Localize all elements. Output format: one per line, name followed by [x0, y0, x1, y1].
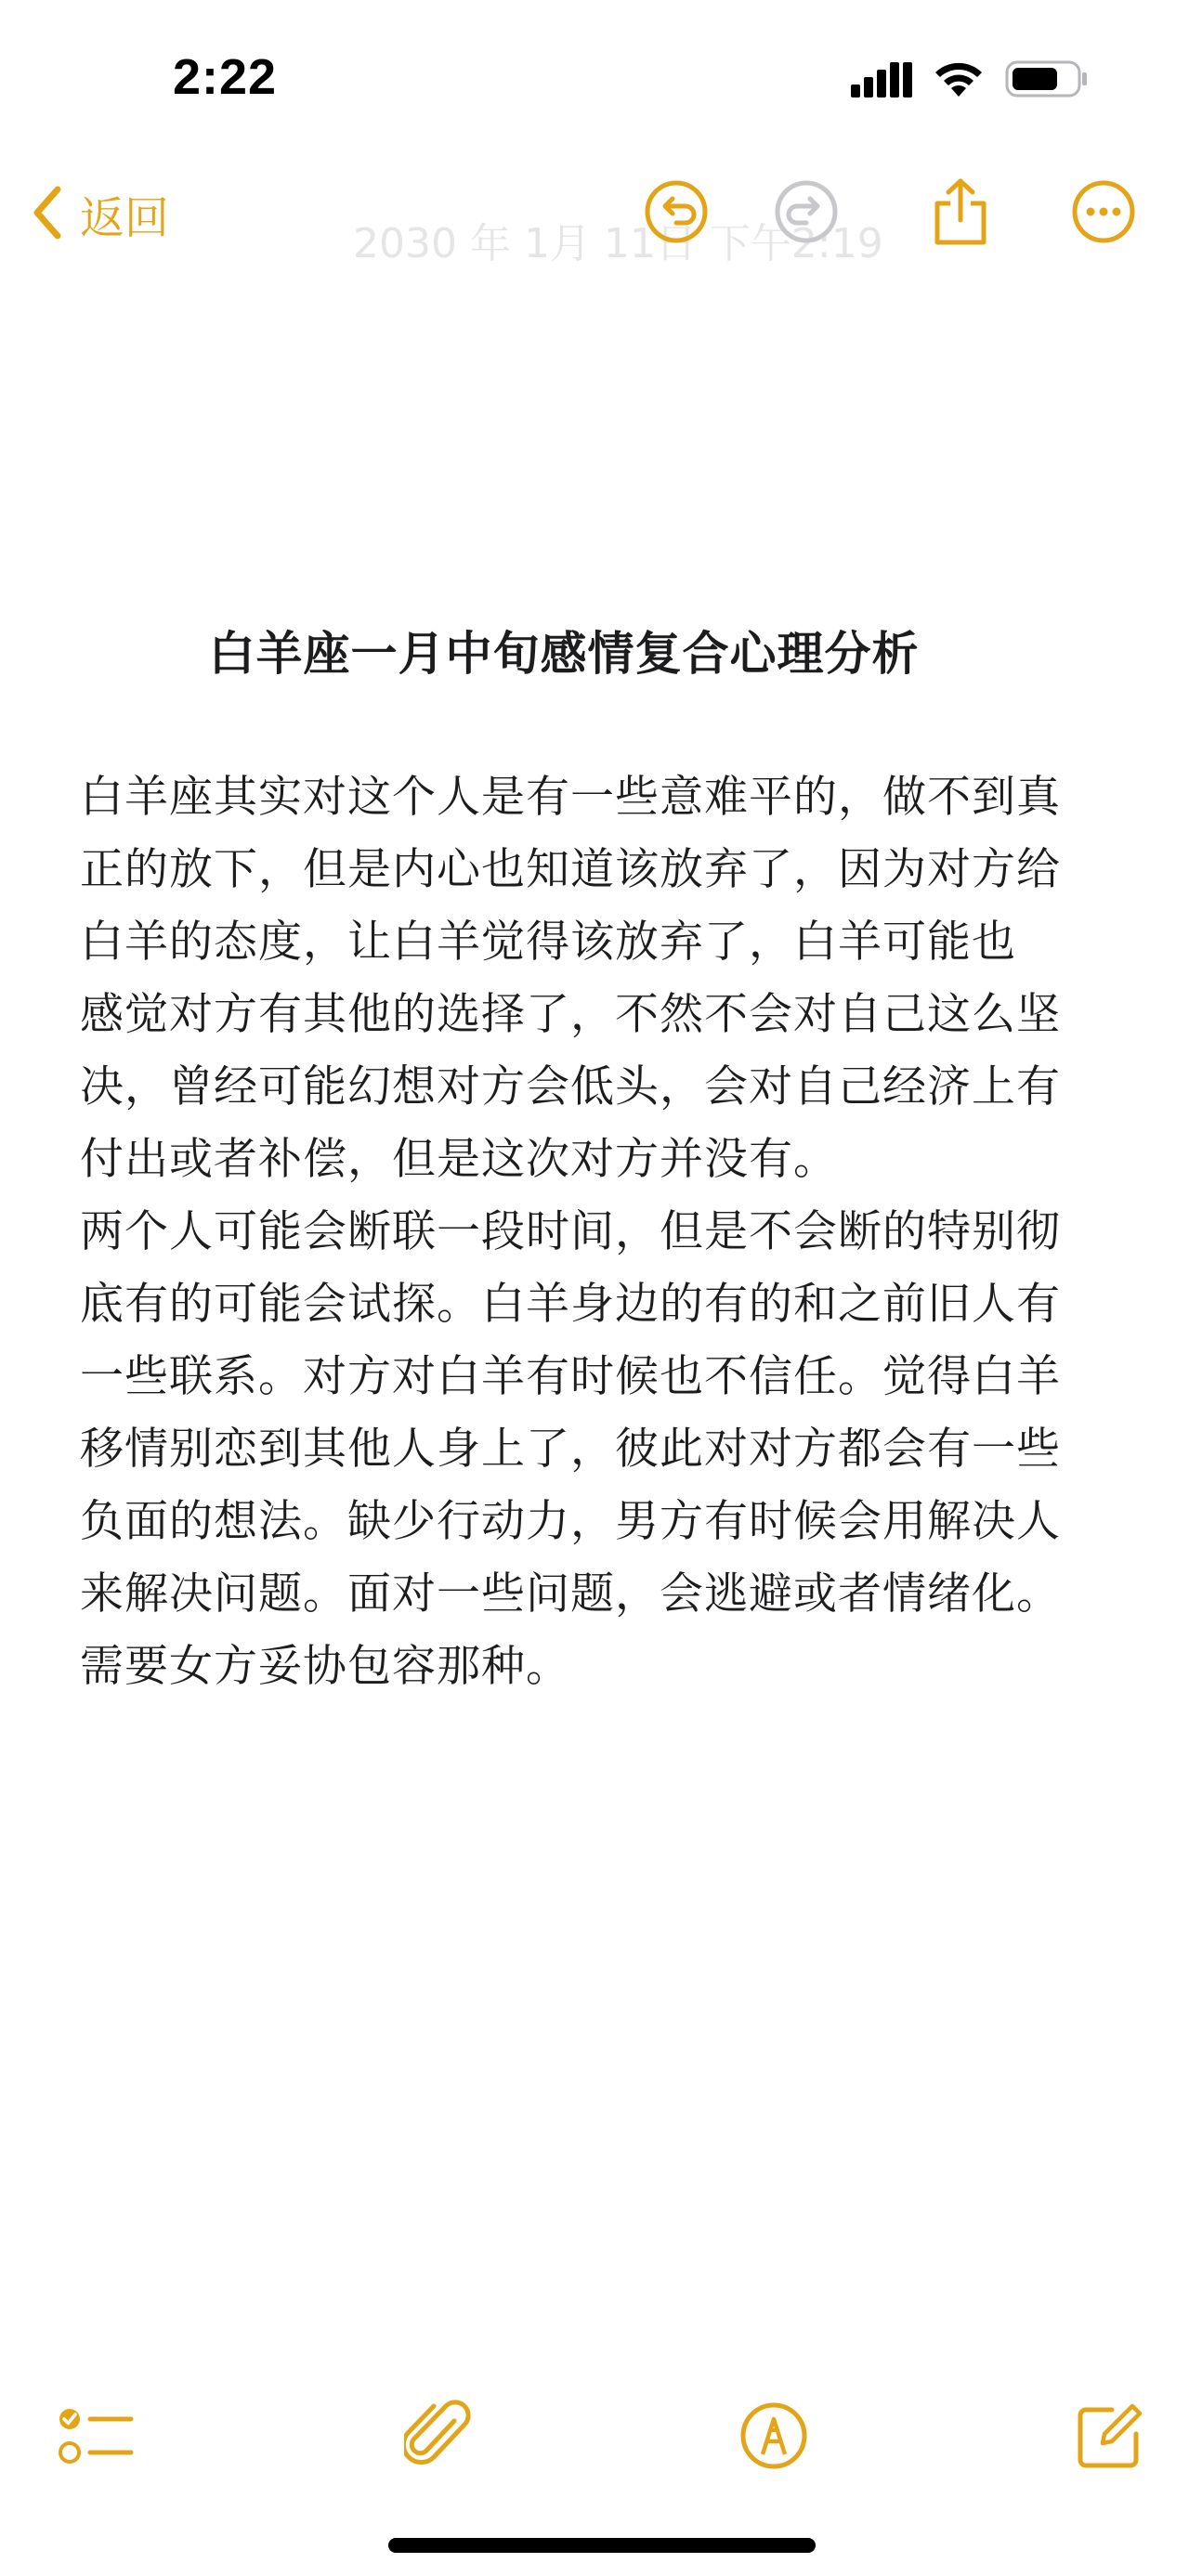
undo-icon [643, 178, 710, 249]
status-bar [0, 0, 1189, 158]
checklist-button[interactable] [54, 2396, 137, 2479]
note-line: 正的放下，但是内心也知道该放弃了，因为对方给 [80, 844, 1061, 895]
status-time: 2:22 [173, 49, 278, 105]
note-line: 移情别恋到其他人身上了，彼此对对方都会有一些 [80, 1424, 1061, 1475]
back-label: 返回 [80, 192, 170, 244]
checklist-icon [57, 2402, 135, 2473]
note-line: 白羊座其实对这个人是有一些意难平的，做不到真 [80, 772, 1061, 823]
note-line: 决，曾经可能幻想对方会低头，会对自己经济上有 [80, 1061, 1061, 1112]
redo-icon [773, 178, 840, 249]
note-line: 底有的可能会试探。白羊身边的有的和之前旧人有 [80, 1279, 1061, 1330]
note-title[interactable]: 白羊座一月中旬感情复合心理分析 [208, 627, 920, 681]
attachment-button[interactable] [398, 2396, 481, 2479]
note-line: 两个人可能会断联一段时间，但是不会断的特别彻 [80, 1206, 1061, 1257]
compose-icon [1075, 2400, 1145, 2475]
nav-bar [0, 158, 1189, 269]
markup-pen-icon [738, 2400, 809, 2475]
battery-icon [1005, 59, 1089, 102]
note-line: 付出或者补偿，但是这次对方并没有。 [80, 1134, 838, 1185]
cellular-signal-icon [851, 60, 912, 101]
note-line: 感觉对方有其他的选择了，不然不会对自己这么坚 [80, 989, 1061, 1040]
more-icon [1070, 178, 1137, 249]
share-icon [930, 177, 991, 250]
back-button[interactable] [30, 182, 169, 246]
redo-button[interactable] [771, 178, 842, 249]
home-indicator [388, 2538, 816, 2553]
bottom-toolbar [0, 2387, 1189, 2489]
undo-button[interactable] [641, 178, 712, 249]
note-line: 一些联系。对方对白羊有时候也不信任。觉得白羊 [80, 1351, 1061, 1402]
share-button[interactable] [925, 178, 996, 249]
note-line: 需要女方妥协包容那种。 [80, 1641, 570, 1692]
note-line: 负面的想法。缺少行动力，男方有时候会用解决人 [80, 1496, 1061, 1547]
wifi-icon [933, 59, 985, 102]
more-button[interactable] [1068, 178, 1139, 249]
note-line: 来解决问题。面对一些问题，会逃避或者情绪化。 [80, 1568, 1061, 1620]
chevron-left-icon [30, 184, 63, 245]
note-date: 2030 年 1月 11日 下午2:19 [353, 220, 883, 267]
status-icons [851, 59, 1089, 102]
paperclip-icon [404, 2399, 475, 2477]
note-body[interactable] [80, 761, 1131, 1703]
markup-button[interactable] [732, 2396, 816, 2479]
compose-button[interactable] [1068, 2396, 1152, 2479]
note-line: 白羊的态度，让白羊觉得该放弃了，白羊可能也 [80, 917, 1016, 968]
